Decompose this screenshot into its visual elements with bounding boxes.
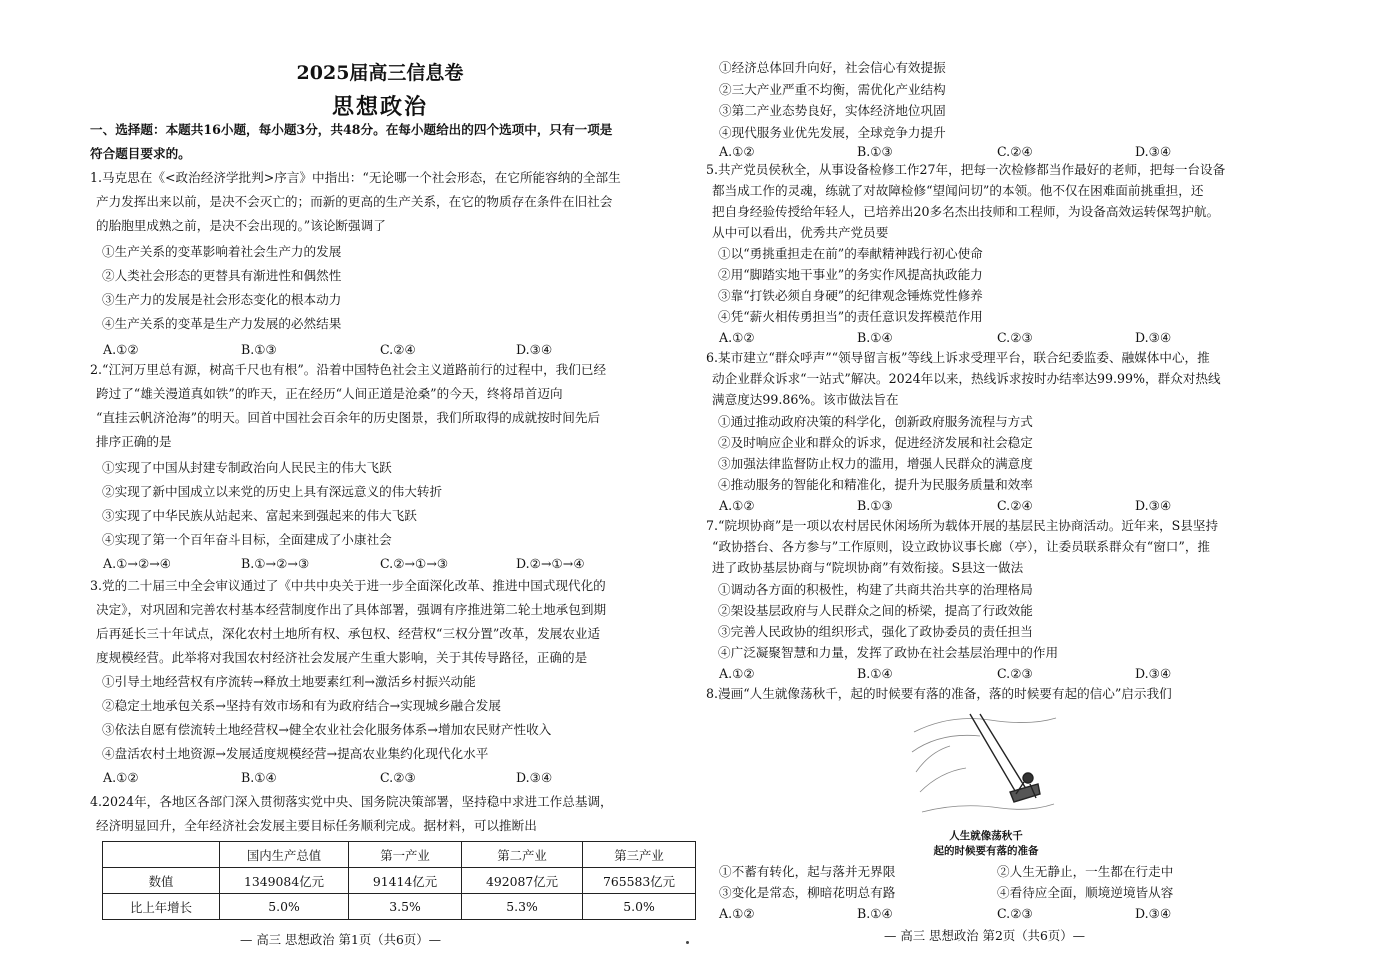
gdp-table [102, 841, 696, 920]
q8-statement: ①不蓄有转化，起与落并无界限 [719, 864, 896, 879]
q2-option: C.②→①→③ [380, 556, 449, 571]
q1-stem-line: 1.马克思在《<政治经济学批判>序言》中指出：“无论哪一个社会形态，在它所能容纳的全部生 [90, 170, 621, 185]
q4-option: B.①③ [857, 144, 893, 159]
table-cell: 数值 [103, 868, 220, 894]
q3-stem-line: 度规模经营。此举将对我国农村经济社会发展产生重大影响，关于其传导路径，正确的是 [96, 650, 588, 665]
q6-statement: ③加强法律监督防止权力的滥用，增强人民群众的满意度 [718, 456, 1033, 471]
q4-stem-line: 4.2024年，各地区各部门深入贯彻落实党中央、国务院决策部署，坚持稳中求进工作总基调， [90, 794, 613, 809]
q2-option: B.①→②→③ [241, 556, 310, 571]
q3-statement: ①引导土地经营权有序流转→释放土地要素红利→激活乡村振兴动能 [102, 674, 476, 689]
q5-stem-line: 5.共产党员侯秋全，从事设备检修工作27年，把每一次检修都当作最好的老师，把每一台设备 [706, 162, 1226, 177]
q4-statement: ③第二产业态势良好，实体经济地位巩固 [719, 103, 946, 118]
q2-stem-line: 跨过了“雄关漫道真如铁”的昨天，正在经历“人间正道是沧桑”的今天，终将昂首迈向 [96, 386, 563, 401]
q3-statement: ③依法自愿有偿流转土地经营权→健全农业社会化服务体系→增加农民财产性收入 [102, 722, 552, 737]
q3-option: C.②③ [380, 770, 416, 785]
cartoon-caption-1: 人生就像荡秋千 [949, 830, 1023, 842]
q4-option: D.③④ [1135, 144, 1172, 159]
table-cell: 91414亿元 [349, 868, 462, 894]
q1-option: B.①③ [241, 342, 277, 357]
q4-statement: ①经济总体回升向好，社会信心有效提振 [719, 60, 946, 75]
q1-statement: ①生产关系的变革影响着社会生产力的发展 [102, 244, 342, 259]
q5-stem-line: 都当成工作的灵魂，练就了对故障检修“望闻问切”的本领。他不仅在困难面前挑重担，还 [712, 183, 1204, 198]
footer-left: — 高三 思想政治 第1页（共6页）— [240, 932, 442, 947]
center-mark [686, 941, 689, 944]
q1-stem-line: 的胎胞里成熟之前，是决不会出现的。”该论断强调了 [96, 218, 386, 233]
q5-option: C.②③ [997, 330, 1033, 345]
q4-statement: ②三大产业严重不均衡，需优化产业结构 [719, 81, 946, 97]
q6-statement: ④推动服务的智能化和精准化，提升为民服务质量和效率 [718, 477, 1033, 492]
q3-stem-line: 3.党的二十届三中全会审议通过了《中共中央关于进一步全面深化改革、推进中国式现代化的 [90, 578, 606, 593]
q3-statement: ②稳定土地承包关系→坚持有效市场和有为政府结合→实现城乡融合发展 [102, 698, 501, 713]
paper-title: 2025届高三信息卷 [296, 62, 464, 84]
q5-option: B.①④ [857, 330, 893, 345]
footer-right: — 高三 思想政治 第2页（共6页）— [884, 928, 1086, 943]
cartoon-caption-2: 起的时候要有落的准备 [933, 845, 1039, 857]
table-header-cell: 国内生产总值 [220, 842, 349, 868]
table-row [103, 868, 696, 894]
q5-option: A.①② [719, 330, 755, 345]
q7-statement: ③完善人民政协的组织形式，强化了政协委员的责任担当 [718, 624, 1033, 639]
table-cell: 5.0% [583, 894, 696, 920]
q4-stem-line: 经济明显回升，全年经济社会发展主要目标任务顺利完成。据材料，可以推断出 [96, 818, 537, 833]
q6-stem-line: 满意度达99.86%。该市做法旨在 [712, 392, 899, 407]
q5-statement: ④凭“薪火相传勇担当”的责任意识发挥模范作用 [718, 309, 983, 324]
swing-cartoon [910, 712, 1058, 824]
table-header-cell: 第三产业 [583, 842, 696, 868]
table-cell: 5.0% [220, 894, 349, 920]
q2-stem-line: “直挂云帆济沧海”的明天。回首中国社会百余年的历史图景，我们所取得的成就按时间先后 [96, 410, 601, 425]
table-cell: 比上年增长 [103, 894, 220, 920]
q4-option: A.①② [719, 144, 755, 159]
q1-statement: ②人类社会形态的更替具有渐进性和偶然性 [102, 268, 342, 283]
q3-option: B.①④ [241, 770, 277, 785]
q5-statement: ②用“脚踏实地干事业”的务实作风提高执政能力 [718, 267, 983, 282]
q6-statement: ①通过推动政府决策的科学化，创新政府服务流程与方式 [718, 414, 1033, 429]
q7-option: B.①④ [857, 666, 893, 681]
q6-option: D.③④ [1135, 498, 1172, 513]
q2-statement: ②实现了新中国成立以来党的历史上具有深远意义的伟大转折 [102, 484, 443, 499]
q2-statement: ④实现了第一个百年奋斗目标，全面建成了小康社会 [102, 532, 392, 547]
q1-option: D.③④ [516, 342, 553, 357]
q7-statement: ④广泛凝聚智慧和力量，发挥了政协在社会基层治理中的作用 [718, 645, 1059, 660]
q3-stem-line: 决定》，对巩固和完善农村基本经营制度作出了具体部署，强调有序推进第二轮土地承包到期 [96, 602, 607, 617]
table-cell: 1349084亿元 [220, 868, 349, 894]
q2-stem-line: 2.“江河万里总有源，树高千尺也有根”。沿着中国特色社会主义道路前行的过程中，我们已经 [90, 362, 607, 377]
q7-statement: ①调动各方面的积极性，构建了共商共治共享的治理格局 [718, 582, 1033, 597]
q6-stem-line: 动企业群众诉求“一站式”解决。2024年以来，热线诉求按时办结率达99.99%，群众对热线 [712, 371, 1221, 386]
q1-stem-line: 产力发挥出来以前，是决不会灭亡的；而新的更高的生产关系，在它的物质存在条件在旧社会 [96, 194, 613, 209]
q3-option: D.③④ [516, 770, 553, 785]
table-cell: 5.3% [462, 894, 583, 920]
q6-stem-line: 6.某市建立“群众呼声”“领导留言板”等线上诉求受理平台，联合纪委监委、融媒体中心，推 [706, 350, 1210, 365]
q7-option: A.①② [719, 666, 755, 681]
q5-stem-line: 把自身经验传授给年轻人，已培养出20多名杰出技师和工程师，为设备高效运转保驾护航。 [712, 204, 1220, 219]
table-header-row [103, 842, 696, 868]
q1-statement: ④生产关系的变革是生产力发展的必然结果 [102, 316, 342, 331]
q8-option: D.③④ [1135, 906, 1172, 921]
q1-statement: ③生产力的发展是社会形态变化的根本动力 [102, 292, 342, 307]
q2-statement: ③实现了中华民族从站起来、富起来到强起来的伟大飞跃 [102, 508, 417, 523]
q8-statement: ③变化是常态，柳暗花明总有路 [719, 885, 896, 900]
q5-stem-line: 从中可以看出，优秀共产党员要 [712, 225, 889, 240]
q3-option: A.①② [103, 770, 139, 785]
table-header-cell: 第二产业 [462, 842, 583, 868]
section-heading-cont: 符合题目要求的。 [90, 146, 191, 161]
q6-statement: ②及时响应企业和群众的诉求，促进经济发展和社会稳定 [718, 435, 1033, 450]
q6-option: A.①② [719, 498, 755, 513]
q7-option: D.③④ [1135, 666, 1172, 681]
q5-option: D.③④ [1135, 330, 1172, 345]
q2-option: A.①→②→④ [103, 556, 172, 571]
q8-option: B.①④ [857, 906, 893, 921]
q8-option: C.②③ [997, 906, 1033, 921]
q7-stem-line: 7.“院坝协商”是一项以农村居民休闲场所为载体开展的基层民主协商活动。近年来，S县坚持 [706, 518, 1219, 533]
q2-statement: ①实现了中国从封建专制政治向人民民主的伟大飞跃 [102, 460, 392, 475]
paper-subject: 思想政治 [331, 94, 428, 120]
q7-stem-line: 进了政协基层协商与“院坝协商”有效衔接。S县这一做法 [712, 560, 1024, 575]
q5-statement: ①以“勇挑重担走在前”的奉献精神践行初心使命 [718, 246, 983, 261]
q8-statement: ②人生无静止，一生都在行走中 [997, 864, 1174, 879]
q6-option: B.①③ [857, 498, 893, 513]
table-header-cell: 第一产业 [349, 842, 462, 868]
table-cell: 765583亿元 [583, 868, 696, 894]
section-heading: 一、选择题：本题共16小题，每小题3分，共48分。在每小题给出的四个选项中，只有一项是 [90, 122, 613, 137]
q1-option: C.②④ [380, 342, 416, 357]
q3-statement: ④盘活农村土地资源→发展适度规模经营→提高农业集约化现代化水平 [102, 746, 489, 761]
table-cell: 492087亿元 [462, 868, 583, 894]
table-row [103, 894, 696, 920]
q2-stem-line: 排序正确的是 [96, 434, 172, 449]
q4-option: C.②④ [997, 144, 1033, 159]
q7-stem-line: “政协搭台、各方参与”工作原则，设立政协议事长廊（亭），让委员联系群众有“窗口”，推 [712, 539, 1211, 554]
q5-statement: ③靠“打铁必须自身硬”的纪律观念锤炼党性修养 [718, 288, 983, 303]
q7-option: C.②③ [997, 666, 1033, 681]
q4-statement: ④现代服务业优先发展，全球竞争力提升 [719, 124, 946, 140]
q6-option: C.②④ [997, 498, 1033, 513]
q7-statement: ②架设基层政府与人民群众之间的桥梁，提高了行政效能 [718, 603, 1033, 618]
q8-option: A.①② [719, 906, 755, 921]
q8-statement: ④看待应全面，顺境逆境皆从容 [997, 885, 1174, 900]
q8-stem-line: 8.漫画“人生就像荡秋千，起的时候要有落的准备，落的时候要有起的信心”启示我们 [706, 686, 1172, 701]
table-header-cell [103, 842, 220, 868]
q3-stem-line: 后再延长三十年试点，深化农村土地所有权、承包权、经营权“三权分置”改革，发展农业适 [96, 626, 601, 641]
q2-option: D.②→①→④ [516, 556, 585, 571]
q1-option: A.①② [103, 342, 139, 357]
table-cell: 3.5% [349, 894, 462, 920]
